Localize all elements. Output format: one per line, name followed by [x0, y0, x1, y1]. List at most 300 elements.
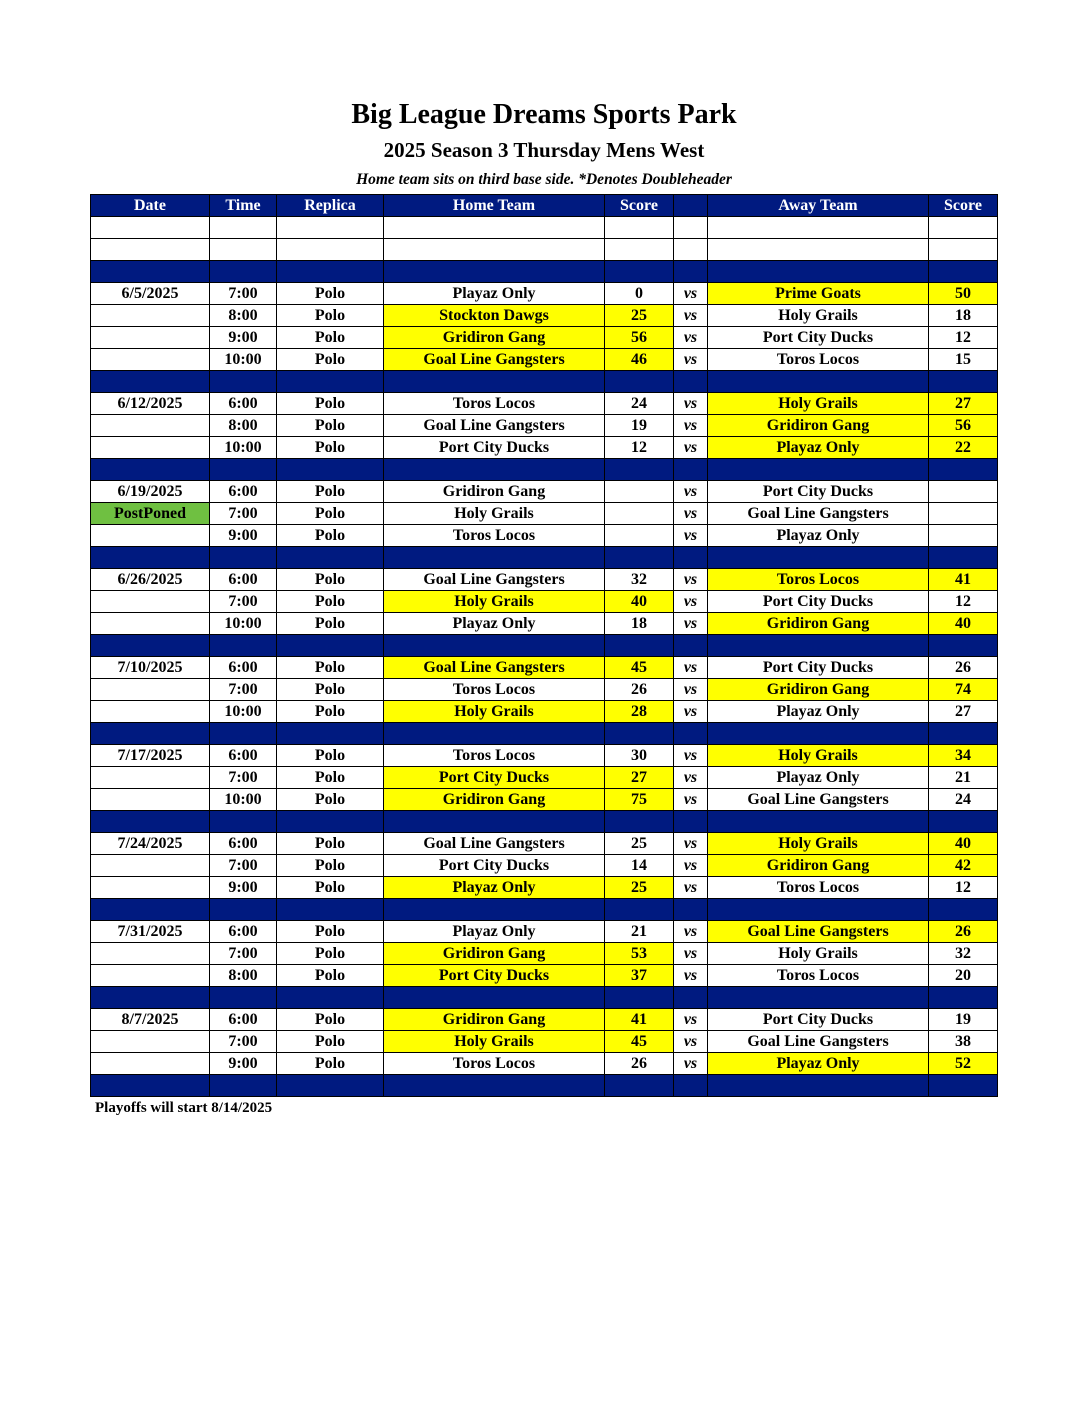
game-row [91, 965, 998, 987]
separator-cell [277, 261, 384, 283]
home-score-cell: 26 [605, 1053, 674, 1075]
time-cell: 7:00 [210, 503, 277, 525]
separator-cell [708, 1075, 929, 1097]
separator-cell [708, 261, 929, 283]
separator-cell [277, 987, 384, 1009]
replica-cell: Polo [277, 767, 384, 789]
col-header-home-score: Score [605, 195, 674, 217]
home-score-cell: 25 [605, 305, 674, 327]
replica-cell: Polo [277, 657, 384, 679]
separator-cell [605, 899, 674, 921]
home-score-cell: 37 [605, 965, 674, 987]
vs-cell: vs [674, 283, 708, 305]
separator-cell [210, 459, 277, 481]
home-score-cell: 19 [605, 415, 674, 437]
separator-cell [929, 987, 998, 1009]
blank-cell [277, 239, 384, 261]
vs-cell: vs [674, 613, 708, 635]
home-score-cell: 28 [605, 701, 674, 723]
vs-cell: vs [674, 591, 708, 613]
time-cell: 10:00 [210, 613, 277, 635]
home-team-cell: Playaz Only [384, 613, 605, 635]
game-row [91, 613, 998, 635]
time-cell: 6:00 [210, 1009, 277, 1031]
blank-cell [708, 239, 929, 261]
separator-cell [384, 459, 605, 481]
date-cell: 7/24/2025 [91, 833, 210, 855]
separator-cell [277, 371, 384, 393]
away-score-cell: 42 [929, 855, 998, 877]
replica-cell: Polo [277, 877, 384, 899]
week-separator-row [91, 899, 998, 921]
separator-cell [91, 371, 210, 393]
home-score-cell: 26 [605, 679, 674, 701]
separator-cell [384, 811, 605, 833]
game-row [91, 943, 998, 965]
date-cell: 6/26/2025 [91, 569, 210, 591]
home-team-cell: Toros Locos [384, 1053, 605, 1075]
game-row [91, 657, 998, 679]
col-header-replica: Replica [277, 195, 384, 217]
home-team-cell: Gridiron Gang [384, 789, 605, 811]
separator-cell [91, 899, 210, 921]
home-score-cell: 40 [605, 591, 674, 613]
home-score-cell: 25 [605, 833, 674, 855]
separator-cell [708, 635, 929, 657]
date-cell: 6/5/2025 [91, 283, 210, 305]
away-score-cell: 38 [929, 1031, 998, 1053]
game-row [91, 1053, 998, 1075]
vs-cell: vs [674, 525, 708, 547]
vs-cell: vs [674, 1031, 708, 1053]
separator-cell [605, 371, 674, 393]
away-score-cell: 22 [929, 437, 998, 459]
vs-cell: vs [674, 965, 708, 987]
separator-cell [384, 635, 605, 657]
away-score-cell: 50 [929, 283, 998, 305]
replica-cell: Polo [277, 415, 384, 437]
game-row [91, 1031, 998, 1053]
time-cell: 9:00 [210, 877, 277, 899]
away-team-cell: Gridiron Gang [708, 855, 929, 877]
home-score-cell: 12 [605, 437, 674, 459]
blank-row [91, 239, 998, 261]
away-team-cell: Holy Grails [708, 305, 929, 327]
date-cell: 6/12/2025 [91, 393, 210, 415]
away-team-cell: Holy Grails [708, 745, 929, 767]
col-header-time: Time [210, 195, 277, 217]
col-header-away-score: Score [929, 195, 998, 217]
game-row [91, 855, 998, 877]
away-team-cell: Prime Goats [708, 283, 929, 305]
blank-cell [210, 239, 277, 261]
home-team-cell: Port City Ducks [384, 437, 605, 459]
separator-cell [384, 547, 605, 569]
blank-cell [605, 239, 674, 261]
home-team-cell: Goal Line Gangsters [384, 415, 605, 437]
week-separator-row [91, 987, 998, 1009]
postponed-badge: PostPoned [91, 503, 210, 525]
home-team-cell: Toros Locos [384, 745, 605, 767]
time-cell: 7:00 [210, 855, 277, 877]
home-score-cell: 41 [605, 1009, 674, 1031]
week-separator-row [91, 1075, 998, 1097]
away-score-cell: 56 [929, 415, 998, 437]
separator-cell [708, 811, 929, 833]
replica-cell: Polo [277, 679, 384, 701]
away-score-cell: 26 [929, 921, 998, 943]
game-row [91, 789, 998, 811]
away-score-cell [929, 525, 998, 547]
separator-cell [929, 723, 998, 745]
date-cell [91, 965, 210, 987]
away-team-cell: Toros Locos [708, 569, 929, 591]
vs-cell: vs [674, 877, 708, 899]
away-score-cell: 12 [929, 877, 998, 899]
away-score-cell: 20 [929, 965, 998, 987]
vs-cell: vs [674, 789, 708, 811]
separator-cell [91, 459, 210, 481]
week-separator-row [91, 723, 998, 745]
home-team-cell: Gridiron Gang [384, 943, 605, 965]
time-cell: 10:00 [210, 349, 277, 371]
away-score-cell [929, 503, 998, 525]
replica-cell: Polo [277, 1009, 384, 1031]
separator-cell [708, 371, 929, 393]
away-team-cell: Port City Ducks [708, 481, 929, 503]
game-row [91, 767, 998, 789]
separator-cell [674, 1075, 708, 1097]
away-team-cell: Port City Ducks [708, 1009, 929, 1031]
separator-cell [277, 1075, 384, 1097]
separator-cell [674, 547, 708, 569]
away-team-cell: Holy Grails [708, 833, 929, 855]
separator-cell [929, 459, 998, 481]
col-header-vs [674, 195, 708, 217]
time-cell: 6:00 [210, 921, 277, 943]
blank-cell [91, 217, 210, 239]
away-score-cell: 27 [929, 393, 998, 415]
date-cell [91, 305, 210, 327]
game-row [91, 415, 998, 437]
schedule-body [91, 217, 998, 1097]
separator-cell [210, 1075, 277, 1097]
away-team-cell: Gridiron Gang [708, 679, 929, 701]
separator-cell [210, 987, 277, 1009]
blank-cell [277, 217, 384, 239]
time-cell: 6:00 [210, 833, 277, 855]
separator-cell [929, 635, 998, 657]
home-score-cell: 30 [605, 745, 674, 767]
away-score-cell: 26 [929, 657, 998, 679]
separator-cell [91, 987, 210, 1009]
separator-cell [91, 547, 210, 569]
away-team-cell: Playaz Only [708, 701, 929, 723]
home-score-cell: 14 [605, 855, 674, 877]
away-score-cell: 52 [929, 1053, 998, 1075]
separator-cell [674, 371, 708, 393]
week-separator-row [91, 371, 998, 393]
separator-cell [277, 723, 384, 745]
vs-cell: vs [674, 393, 708, 415]
date-cell [91, 1031, 210, 1053]
separator-cell [91, 261, 210, 283]
separator-cell [708, 459, 929, 481]
time-cell: 9:00 [210, 1053, 277, 1075]
vs-cell: vs [674, 921, 708, 943]
vs-cell: vs [674, 1053, 708, 1075]
separator-cell [929, 371, 998, 393]
date-cell: 8/7/2025 [91, 1009, 210, 1031]
separator-cell [674, 899, 708, 921]
game-row [91, 305, 998, 327]
separator-cell [210, 723, 277, 745]
replica-cell: Polo [277, 855, 384, 877]
home-score-cell [605, 525, 674, 547]
time-cell: 7:00 [210, 1031, 277, 1053]
away-team-cell: Toros Locos [708, 965, 929, 987]
game-row [91, 1009, 998, 1031]
separator-cell [674, 811, 708, 833]
replica-cell: Polo [277, 701, 384, 723]
blank-cell [605, 217, 674, 239]
away-score-cell: 24 [929, 789, 998, 811]
date-cell [91, 349, 210, 371]
away-score-cell: 40 [929, 613, 998, 635]
separator-cell [91, 1075, 210, 1097]
date-cell: 7/10/2025 [91, 657, 210, 679]
separator-cell [605, 635, 674, 657]
separator-cell [277, 811, 384, 833]
separator-cell [384, 987, 605, 1009]
away-team-cell: Gridiron Gang [708, 613, 929, 635]
home-team-cell: Goal Line Gangsters [384, 349, 605, 371]
home-score-cell: 45 [605, 657, 674, 679]
date-cell [91, 415, 210, 437]
home-team-cell: Holy Grails [384, 701, 605, 723]
replica-cell: Polo [277, 437, 384, 459]
home-score-cell [605, 481, 674, 503]
schedule-table [90, 194, 998, 1097]
game-row [91, 877, 998, 899]
home-team-cell: Holy Grails [384, 503, 605, 525]
vs-cell: vs [674, 349, 708, 371]
blank-row [91, 217, 998, 239]
replica-cell: Polo [277, 833, 384, 855]
home-score-cell: 27 [605, 767, 674, 789]
separator-cell [277, 459, 384, 481]
vs-cell: vs [674, 327, 708, 349]
separator-cell [384, 371, 605, 393]
time-cell: 8:00 [210, 305, 277, 327]
time-cell: 6:00 [210, 393, 277, 415]
home-team-cell: Goal Line Gangsters [384, 569, 605, 591]
separator-cell [605, 459, 674, 481]
separator-cell [605, 547, 674, 569]
date-cell [91, 767, 210, 789]
separator-cell [674, 987, 708, 1009]
vs-cell: vs [674, 943, 708, 965]
date-cell [91, 613, 210, 635]
separator-cell [605, 1075, 674, 1097]
separator-cell [277, 899, 384, 921]
separator-cell [674, 261, 708, 283]
away-team-cell: Toros Locos [708, 877, 929, 899]
away-team-cell: Holy Grails [708, 393, 929, 415]
separator-cell [210, 811, 277, 833]
home-score-cell: 18 [605, 613, 674, 635]
page-subtitle: 2025 Season 3 Thursday Mens West [383, 138, 705, 162]
blank-cell [708, 217, 929, 239]
game-row [91, 833, 998, 855]
home-score-cell: 53 [605, 943, 674, 965]
away-score-cell: 12 [929, 591, 998, 613]
time-cell: 6:00 [210, 481, 277, 503]
away-score-cell [929, 481, 998, 503]
away-team-cell: Playaz Only [708, 1053, 929, 1075]
separator-cell [384, 899, 605, 921]
time-cell: 9:00 [210, 327, 277, 349]
away-team-cell: Gridiron Gang [708, 415, 929, 437]
home-score-cell [605, 503, 674, 525]
replica-cell: Polo [277, 481, 384, 503]
away-score-cell: 32 [929, 943, 998, 965]
date-cell: 7/31/2025 [91, 921, 210, 943]
separator-cell [210, 261, 277, 283]
time-cell: 9:00 [210, 525, 277, 547]
week-separator-row [91, 547, 998, 569]
separator-cell [929, 547, 998, 569]
vs-cell: vs [674, 657, 708, 679]
separator-cell [929, 1075, 998, 1097]
time-cell: 7:00 [210, 767, 277, 789]
game-row [91, 591, 998, 613]
away-score-cell: 74 [929, 679, 998, 701]
vs-cell: vs [674, 1009, 708, 1031]
vs-cell: vs [674, 305, 708, 327]
home-team-cell: Port City Ducks [384, 855, 605, 877]
replica-cell: Polo [277, 943, 384, 965]
replica-cell: Polo [277, 327, 384, 349]
away-team-cell: Goal Line Gangsters [708, 789, 929, 811]
replica-cell: Polo [277, 965, 384, 987]
time-cell: 7:00 [210, 283, 277, 305]
separator-cell [674, 459, 708, 481]
away-team-cell: Playaz Only [708, 525, 929, 547]
blank-cell [674, 239, 708, 261]
separator-cell [708, 987, 929, 1009]
game-row [91, 569, 998, 591]
separator-cell [674, 635, 708, 657]
separator-cell [708, 899, 929, 921]
away-team-cell: Holy Grails [708, 943, 929, 965]
replica-cell: Polo [277, 525, 384, 547]
home-team-cell: Port City Ducks [384, 965, 605, 987]
away-team-cell: Port City Ducks [708, 657, 929, 679]
away-team-cell: Port City Ducks [708, 327, 929, 349]
home-score-cell: 46 [605, 349, 674, 371]
separator-cell [277, 635, 384, 657]
time-cell: 6:00 [210, 569, 277, 591]
game-row [91, 525, 998, 547]
separator-cell [929, 261, 998, 283]
date-cell: 6/19/2025 [91, 481, 210, 503]
separator-cell [384, 723, 605, 745]
date-cell [91, 437, 210, 459]
separator-cell [929, 811, 998, 833]
time-cell: 10:00 [210, 789, 277, 811]
away-score-cell: 12 [929, 327, 998, 349]
game-row [91, 327, 998, 349]
date-cell [91, 525, 210, 547]
home-team-cell: Port City Ducks [384, 767, 605, 789]
vs-cell: vs [674, 415, 708, 437]
away-score-cell: 18 [929, 305, 998, 327]
separator-cell [384, 1075, 605, 1097]
col-header-home-team: Home Team [384, 195, 605, 217]
vs-cell: vs [674, 679, 708, 701]
game-row [91, 349, 998, 371]
vs-cell: vs [674, 745, 708, 767]
week-separator-row [91, 635, 998, 657]
date-cell [91, 591, 210, 613]
time-cell: 6:00 [210, 657, 277, 679]
home-score-cell: 21 [605, 921, 674, 943]
game-row [91, 503, 998, 525]
home-team-cell: Gridiron Gang [384, 481, 605, 503]
separator-cell [929, 899, 998, 921]
replica-cell: Polo [277, 305, 384, 327]
home-score-cell: 32 [605, 569, 674, 591]
date-cell: 7/17/2025 [91, 745, 210, 767]
replica-cell: Polo [277, 613, 384, 635]
away-score-cell: 19 [929, 1009, 998, 1031]
replica-cell: Polo [277, 789, 384, 811]
separator-cell [708, 723, 929, 745]
separator-cell [210, 371, 277, 393]
replica-cell: Polo [277, 1053, 384, 1075]
time-cell: 8:00 [210, 415, 277, 437]
separator-cell [605, 261, 674, 283]
separator-cell [605, 987, 674, 1009]
home-score-cell: 75 [605, 789, 674, 811]
blank-cell [674, 217, 708, 239]
date-cell [91, 943, 210, 965]
home-team-cell: Goal Line Gangsters [384, 657, 605, 679]
game-row [91, 701, 998, 723]
away-score-cell: 40 [929, 833, 998, 855]
game-row [91, 283, 998, 305]
page-title: Big League Dreams Sports Park [351, 99, 737, 130]
away-score-cell: 41 [929, 569, 998, 591]
week-separator-row [91, 459, 998, 481]
home-team-cell: Holy Grails [384, 1031, 605, 1053]
away-team-cell: Goal Line Gangsters [708, 1031, 929, 1053]
week-separator-row [91, 811, 998, 833]
date-cell [91, 1053, 210, 1075]
separator-cell [708, 547, 929, 569]
separator-cell [605, 811, 674, 833]
playoffs-note: Playoffs will start 8/14/2025 [95, 1100, 273, 1116]
vs-cell: vs [674, 767, 708, 789]
home-team-cell: Holy Grails [384, 591, 605, 613]
vs-cell: vs [674, 481, 708, 503]
home-team-cell: Toros Locos [384, 525, 605, 547]
date-cell [91, 877, 210, 899]
away-team-cell: Toros Locos [708, 349, 929, 371]
home-score-cell: 24 [605, 393, 674, 415]
vs-cell: vs [674, 855, 708, 877]
